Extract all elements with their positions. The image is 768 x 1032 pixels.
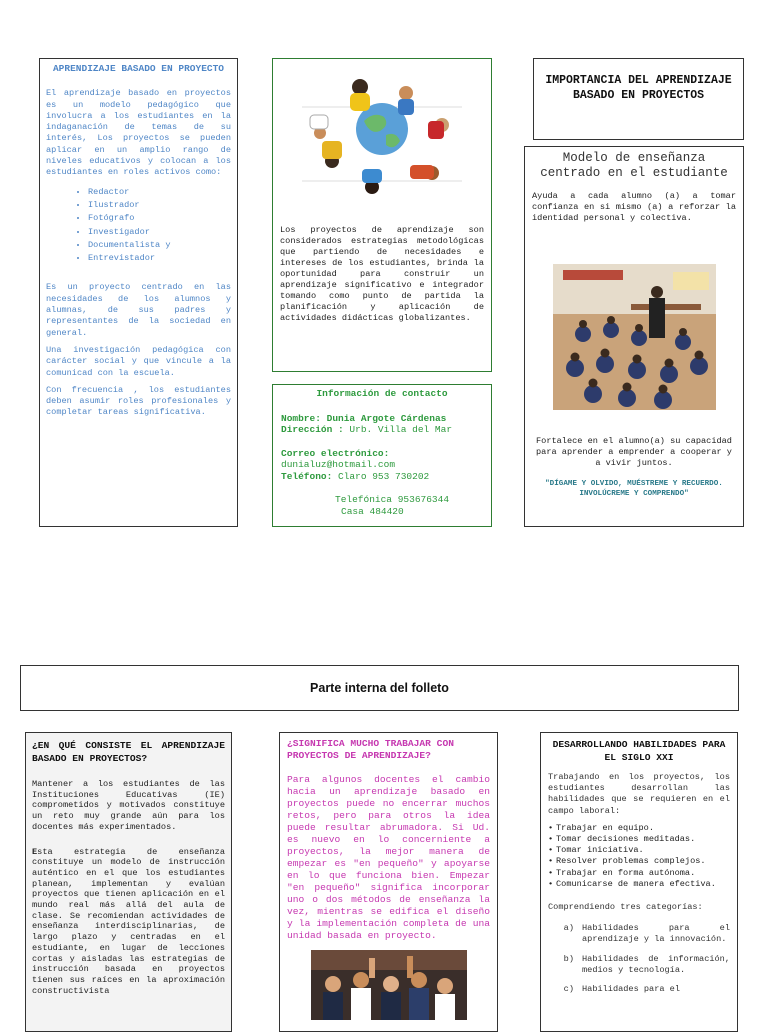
- list-item: • Resolver problemas complejos.: [548, 856, 706, 867]
- importancia-title-box: [533, 58, 744, 140]
- name-label: Nombre:: [281, 412, 321, 424]
- contact-email: [281, 448, 483, 460]
- paragraph-body: sta estrategia de enseñanza constituye un modelo de instrucción auténtico en el que los estudiantes planean, implementan y evalúan proyectos que tienen aplicación en el mundo real más allá del aula de clase. Se recomiendan actividades de enseñanza interdisciplinarias, de largo plazo y centradas en el estudiante, en lugar de lecciones cortas y aisladas las estrategias de instrucción basada en proyectos tienen sus raíces en la aproximación constructivista: [32, 846, 225, 996]
- list-item: • Investigador: [88, 227, 231, 238]
- phone-label: Teléfono:: [281, 470, 333, 482]
- list-item: b) Habilidades de información, medios y tecnología.: [563, 953, 730, 975]
- importancia-title: IMPORTANCIA DEL APRENDIZAJE BASADO EN PROYECTOS: [545, 74, 732, 102]
- contact-name: [281, 413, 483, 425]
- panel-paragraph: Trabajando en los proyectos, los estudiantes desarrollan las habilidades que se requieren en el campo laboral:: [548, 772, 730, 816]
- quote: "DÍGAME Y OLVIDO, MUÉSTREME Y RECUERDO. INVOLÚCREME Y COMPRENDO": [545, 480, 723, 498]
- students-illustration: [311, 950, 467, 1020]
- classroom-illustration: [553, 264, 716, 410]
- inner-panel-significa: [279, 732, 498, 1032]
- list-item: • Trabajar en equipo.: [548, 822, 654, 833]
- categories-list: [548, 923, 730, 995]
- panel-title: APRENDIZAJE BASADO EN PROYECTO: [52, 63, 225, 74]
- inner-title: ¿EN QUÉ CONSISTE EL APRENDIZAJE BASADO EN PROYECTOS?: [32, 740, 225, 764]
- phone-casa: Casa 484420: [341, 505, 404, 517]
- panel-paragraph: Para algunos docentes el cambio hacia un aprendizaje basado en proyectos puede no encerrar muchos retos, pero para otros la idea puede resultar abrumadora. Si Ud. es nuevo en lo concerniente a proyectos, la mejor manera de empezar es "en pequeño" y apoyarse en lo que funciona bien. Empezar "en pequeño" significa incorporar uno o dos métodos de enseñanza la vez, mientras se edifica el diseño y la implementación completa de una unidad basada en proyecto.: [287, 774, 490, 941]
- list-item: • Redactor: [88, 187, 231, 198]
- panel-importancia: [524, 146, 744, 527]
- phone-telefonica: Telefónica 953676344: [335, 494, 450, 505]
- banner-label: Parte interna del folleto: [310, 681, 449, 695]
- skills-list: [548, 823, 730, 890]
- panel-paragraph: Los proyectos de aprendizaje son considerados estrategias metodológicas que partiendo de necesidades e intereses de los estudiantes, brinda la oportunidad para construir un aprendizaje significativo e integrador tomando como punto de partida la planificación y aplicación de actividades didácticas globalizantes.: [280, 225, 484, 323]
- contact-phone: [281, 471, 483, 483]
- inner-panel-consiste: [25, 732, 232, 1032]
- students-image: [311, 950, 467, 1020]
- panel-aprendizaje-basado: [39, 58, 238, 527]
- panel-paragraph: [32, 847, 225, 997]
- panel-paragraph: Una investigación pedagógica con carácter social y que vincule a la comunicad con la escuela.: [46, 344, 231, 378]
- list-item: • Tomar decisiones meditadas.: [548, 834, 696, 845]
- panel-paragraph: Es un proyecto centrado en las necesidades de los alumnos y alumnas, de sus padres y representantes de la sociedad en general.: [46, 282, 231, 338]
- model-subtitle: Modelo de enseñanza centrado en el estudiante: [540, 151, 728, 180]
- contact-panel: [272, 384, 492, 527]
- phone-value: Claro 953 730202: [332, 470, 430, 482]
- email-value[interactable]: dunialuz@hotmail.com: [281, 459, 396, 470]
- name-value: Dunia Argote Cárdenas: [320, 412, 447, 424]
- panel-paragraph: Fortalece en el alumno(a) su capacidad para aprender a emprender a cooperar y a vivir juntos.: [536, 436, 732, 468]
- list-item: • Trabajar en forma autónoma.: [548, 867, 696, 878]
- inner-title: ¿SIGNIFICA MUCHO TRABAJAR CON PROYECTOS DE APRENDIZAJE?: [287, 738, 454, 761]
- list-item: a) Habilidades para el aprendizaje y la innovación.: [563, 923, 730, 945]
- list-item: • Comunicarse de manera efectiva.: [548, 878, 716, 889]
- list-item: • Fotógrafo: [88, 213, 231, 224]
- panel-paragraph: Mantener a los estudiantes de las Instituciones Educativas (IE) comprometidos y motivados constituye un reto muy grande aún para los docentes más experimentados.: [32, 779, 225, 832]
- address-label: Dirección :: [281, 424, 344, 435]
- panel-paragraph: Ayuda a cada alumno (a) a tomar confianza en si mismo (a) a reforzar la identidad personal y colectiva.: [532, 191, 736, 223]
- panel-paragraph: El aprendizaje basado en proyectos es un modelo pedagógico que involucra a los estudiantes en la indaganación de temas de su interés, Los proyectos se pueden aplicar en un amplio rango de niveles educativos y colocan a los estudiantes en roles activos como:: [46, 88, 231, 178]
- classroom-image: [553, 264, 716, 410]
- list-item: c) Habilidades para el: [563, 984, 680, 995]
- list-item: • Tomar iniciativa.: [548, 845, 644, 856]
- inner-title: DESARROLLANDO HABILIDADES PARA EL SIGLO XXI: [552, 739, 726, 763]
- roles-list: [46, 187, 231, 265]
- panel-paragraph: Con frecuencia , los estudiantes deben asumir roles profesionales y completar tareas significativa.: [46, 384, 231, 418]
- list-item: • Ilustrador: [88, 200, 231, 211]
- address-value: Urb. Villa del Mar: [343, 424, 453, 435]
- list-item: • Entrevistador: [88, 253, 231, 264]
- inner-section-banner: [20, 665, 739, 711]
- drop-initial: E: [32, 846, 38, 857]
- panel-proyectos: [272, 58, 492, 372]
- inner-panel-habilidades: [540, 732, 738, 1032]
- email-label: Correo electrónico:: [281, 447, 390, 459]
- panel-paragraph: Comprendiendo tres categorías:: [548, 902, 703, 913]
- contact-title: Información de contacto: [316, 388, 448, 399]
- contact-address: [281, 424, 483, 436]
- globe-kids-illustration: [302, 69, 462, 219]
- globe-kids-image: [302, 69, 462, 219]
- list-item: • Documentalista y: [88, 240, 231, 251]
